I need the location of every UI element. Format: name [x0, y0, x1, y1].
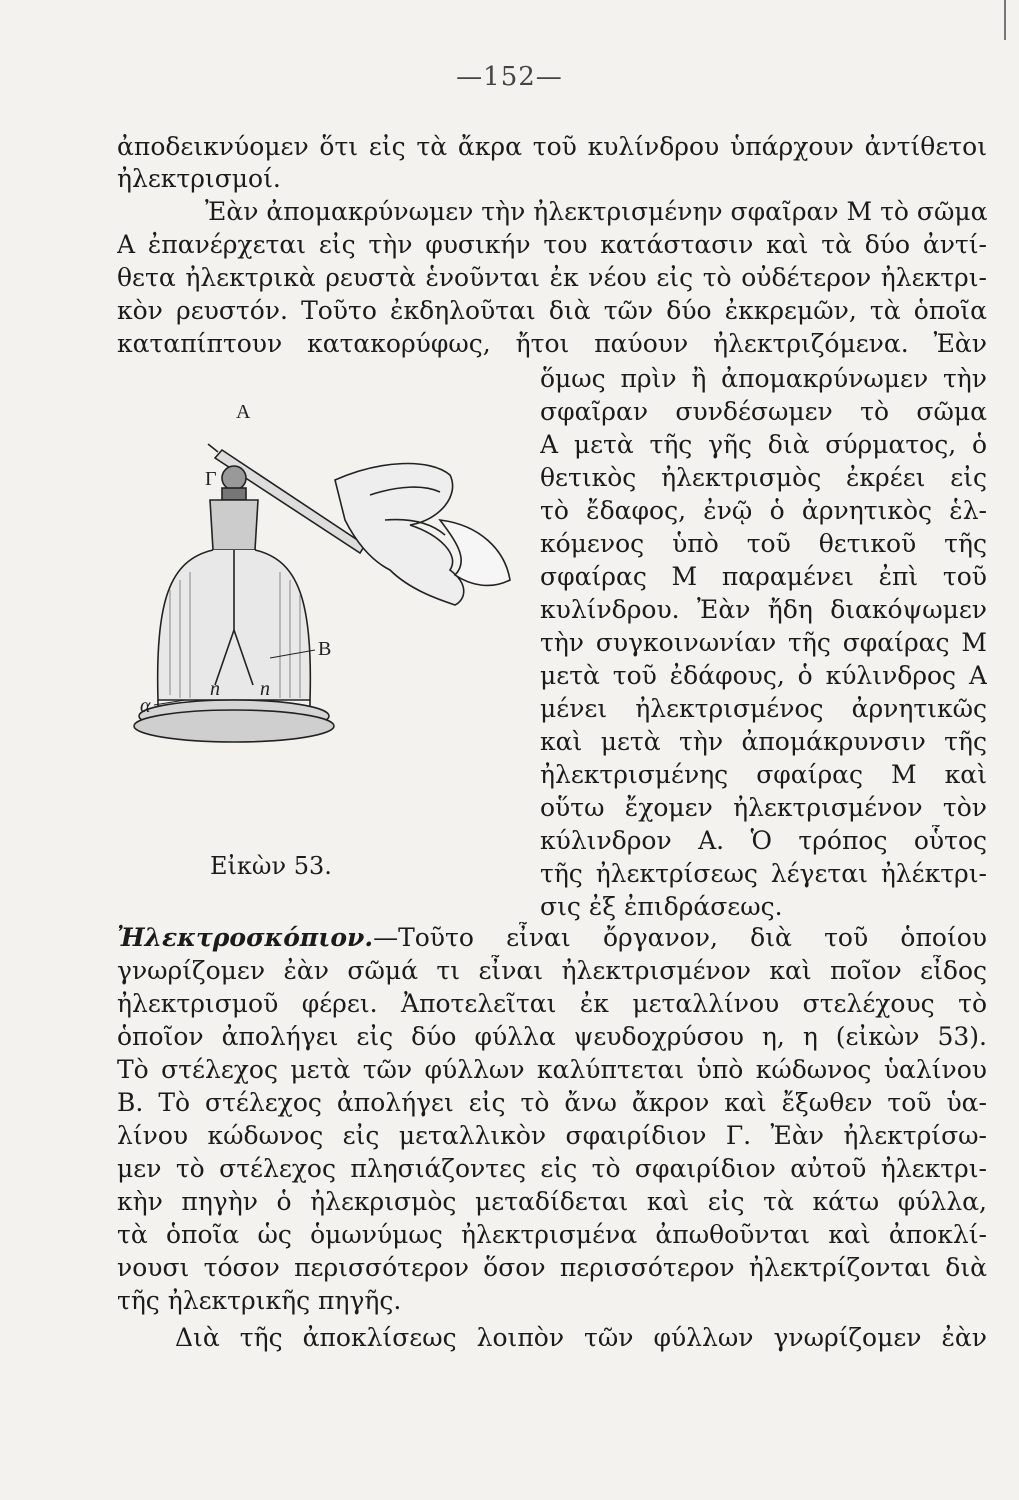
- heading-line: [117, 922, 987, 954]
- text-line: καὶ μετὰ τὴν ἀπομάκρυνσιν τῆς: [540, 727, 987, 756]
- text-line: Β. Τὸ στέλεχος ἀπολήγει εἰς τὸ ἄνω ἄκρον καὶ ἔξωθεν τοῦ ὑα-: [117, 1088, 987, 1117]
- label-a: A: [236, 401, 251, 423]
- text-line: ἠλεκτρισμοί.: [117, 164, 281, 193]
- text-line: τὴν συγκοινωνίαν τῆς σφαίρας Μ: [540, 628, 987, 657]
- text-line: κυλίνδρου. Ἐὰν ἤδη διακόψωμεν: [540, 595, 987, 624]
- text-line: ὅμως πρὶν ἢ ἀπομακρύνωμεν τὴν: [540, 364, 987, 393]
- label-b: B: [318, 638, 332, 660]
- label-n-left: n: [210, 678, 220, 700]
- text-line: τῆς ἠλεκτρικῆς πηγῆς.: [117, 1286, 402, 1315]
- text-line: οὕτω ἔχομεν ἠλεκτρισμένον τὸν: [540, 793, 987, 822]
- text-line: ἠλεκτρισμοῦ φέρει. Ἀποτελεῖται ἐκ μεταλλίνου στελέχους τὸ: [117, 989, 987, 1018]
- text-line: θετα ἠλεκτρικὰ ρευστὰ ἑνοῦνται ἐκ νέου εἰς τὸ οὐδέτερον ἠλεκτρι-: [117, 263, 987, 292]
- section-heading: Ἠλεκτροσκόπιον.: [117, 923, 374, 952]
- text-line: μένει ἠλεκτρισμένος ἀρνητικῶς: [540, 694, 987, 723]
- text-line: μετὰ τοῦ ἐδάφους, ὁ κύλινδρος Α: [540, 661, 987, 690]
- text-line: Α ἐπανέρχεται εἰς τὴν φυσικήν του κατάστασιν καὶ τὰ δύο ἀντί-: [117, 230, 987, 259]
- electroscope-figure: [110, 400, 540, 840]
- text-line: καταπίπτουν κατακορύφως, ἤτοι παύουν ἠλεκτριζόμενα. Ἐὰν: [117, 329, 987, 358]
- text-line: τὰ ὁποῖα ὡς ὁμωνύμως ἠλεκτρισμένα ἀπωθοῦνται καὶ ἀποκλί-: [117, 1220, 987, 1249]
- text-line: ἀποδεικνύομεν ὅτι εἰς τὰ ἄκρα τοῦ κυλίνδρου ὑπάρχουν ἀντίθετοι: [117, 132, 987, 161]
- text-line: Τὸ στέλεχος μετὰ τῶν φύλλων καλύπτεται ὑπὸ κώδωνος ὑαλίνου: [117, 1055, 987, 1084]
- text-line: κὸν ρευστόν. Τοῦτο ἐκδηλοῦται διὰ τῶν δύο ἐκκρεμῶν, τὰ ὁποῖα: [117, 296, 987, 325]
- text-line: σφαίρας Μ παραμένει ἐπὶ τοῦ: [540, 562, 987, 591]
- page-number: —152—: [456, 62, 563, 92]
- page-edge-mark: [1004, 0, 1006, 40]
- text-line: σις ἐξ ἐπιδράσεως.: [540, 892, 783, 921]
- text-line: τὸ ἔδαφος, ἐνῷ ὁ ἀρνητικὸς ἑλ-: [540, 496, 987, 525]
- text-line: Ἐὰν ἀπομακρύνωμεν τὴν ἠλεκτρισμένην σφαῖραν Μ τὸ σῶμα: [205, 197, 987, 226]
- heading-rest: —Τοῦτο εἶναι ὄργανον, διὰ τοῦ ὁποίου: [373, 923, 987, 952]
- figure-caption: Εἰκὼν 53.: [210, 852, 332, 880]
- text-line: Α μετὰ τῆς γῆς διὰ σύρματος, ὁ: [540, 430, 987, 459]
- text-line: κὴν πηγὴν ὁ ἠλεκρισμὸς μεταδίδεται καὶ εἰς τὰ κάτω φύλλα,: [117, 1187, 987, 1216]
- text-line: νουσι τόσον περισσότερον ὅσον περισσότερον ἠλεκτρίζονται διὰ: [117, 1253, 987, 1282]
- text-line: λίνου κώδωνος εἰς μεταλλικὸν σφαιρίδιον Γ. Ἐὰν ἠλεκτρίσω-: [117, 1121, 987, 1150]
- text-line: τῆς ἠλεκτρίσεως λέγεται ἠλέκτρι-: [540, 859, 987, 888]
- text-line: κόμενος ὑπὸ τοῦ θετικοῦ τῆς: [540, 529, 987, 558]
- text-line: Διὰ τῆς ἀποκλίσεως λοιπὸν τῶν φύλλων γνωρίζομεν ἐὰν: [175, 1323, 987, 1352]
- label-n-right: n: [260, 678, 270, 700]
- text-line: σφαῖραν συνδέσωμεν τὸ σῶμα: [540, 397, 987, 426]
- text-line: κύλινδρον Α. Ὁ τρόπος οὗτος: [540, 826, 987, 855]
- text-line: γνωρίζομεν ἐὰν σῶμά τι εἶναι ἠλεκτρισμένον καὶ ποῖον εἶδος: [117, 956, 987, 985]
- text-line: ὁποῖον ἀπολήγει εἰς δύο φύλλα ψευδοχρύσου η, η (εἰκὼν 53).: [117, 1022, 987, 1051]
- text-line: μεν τὸ στέλεχος πλησιάζοντες εἰς τὸ σφαιρίδιον αὐτοῦ ἠλεκτρι-: [117, 1154, 987, 1183]
- label-g: Γ: [205, 468, 217, 490]
- text-line: ἠλεκτρισμένης σφαίρας Μ καὶ: [540, 760, 987, 789]
- label-alpha: α: [140, 695, 151, 717]
- text-line: θετικὸς ἠλεκτρισμὸς ἐκρέει εἰς: [540, 463, 987, 492]
